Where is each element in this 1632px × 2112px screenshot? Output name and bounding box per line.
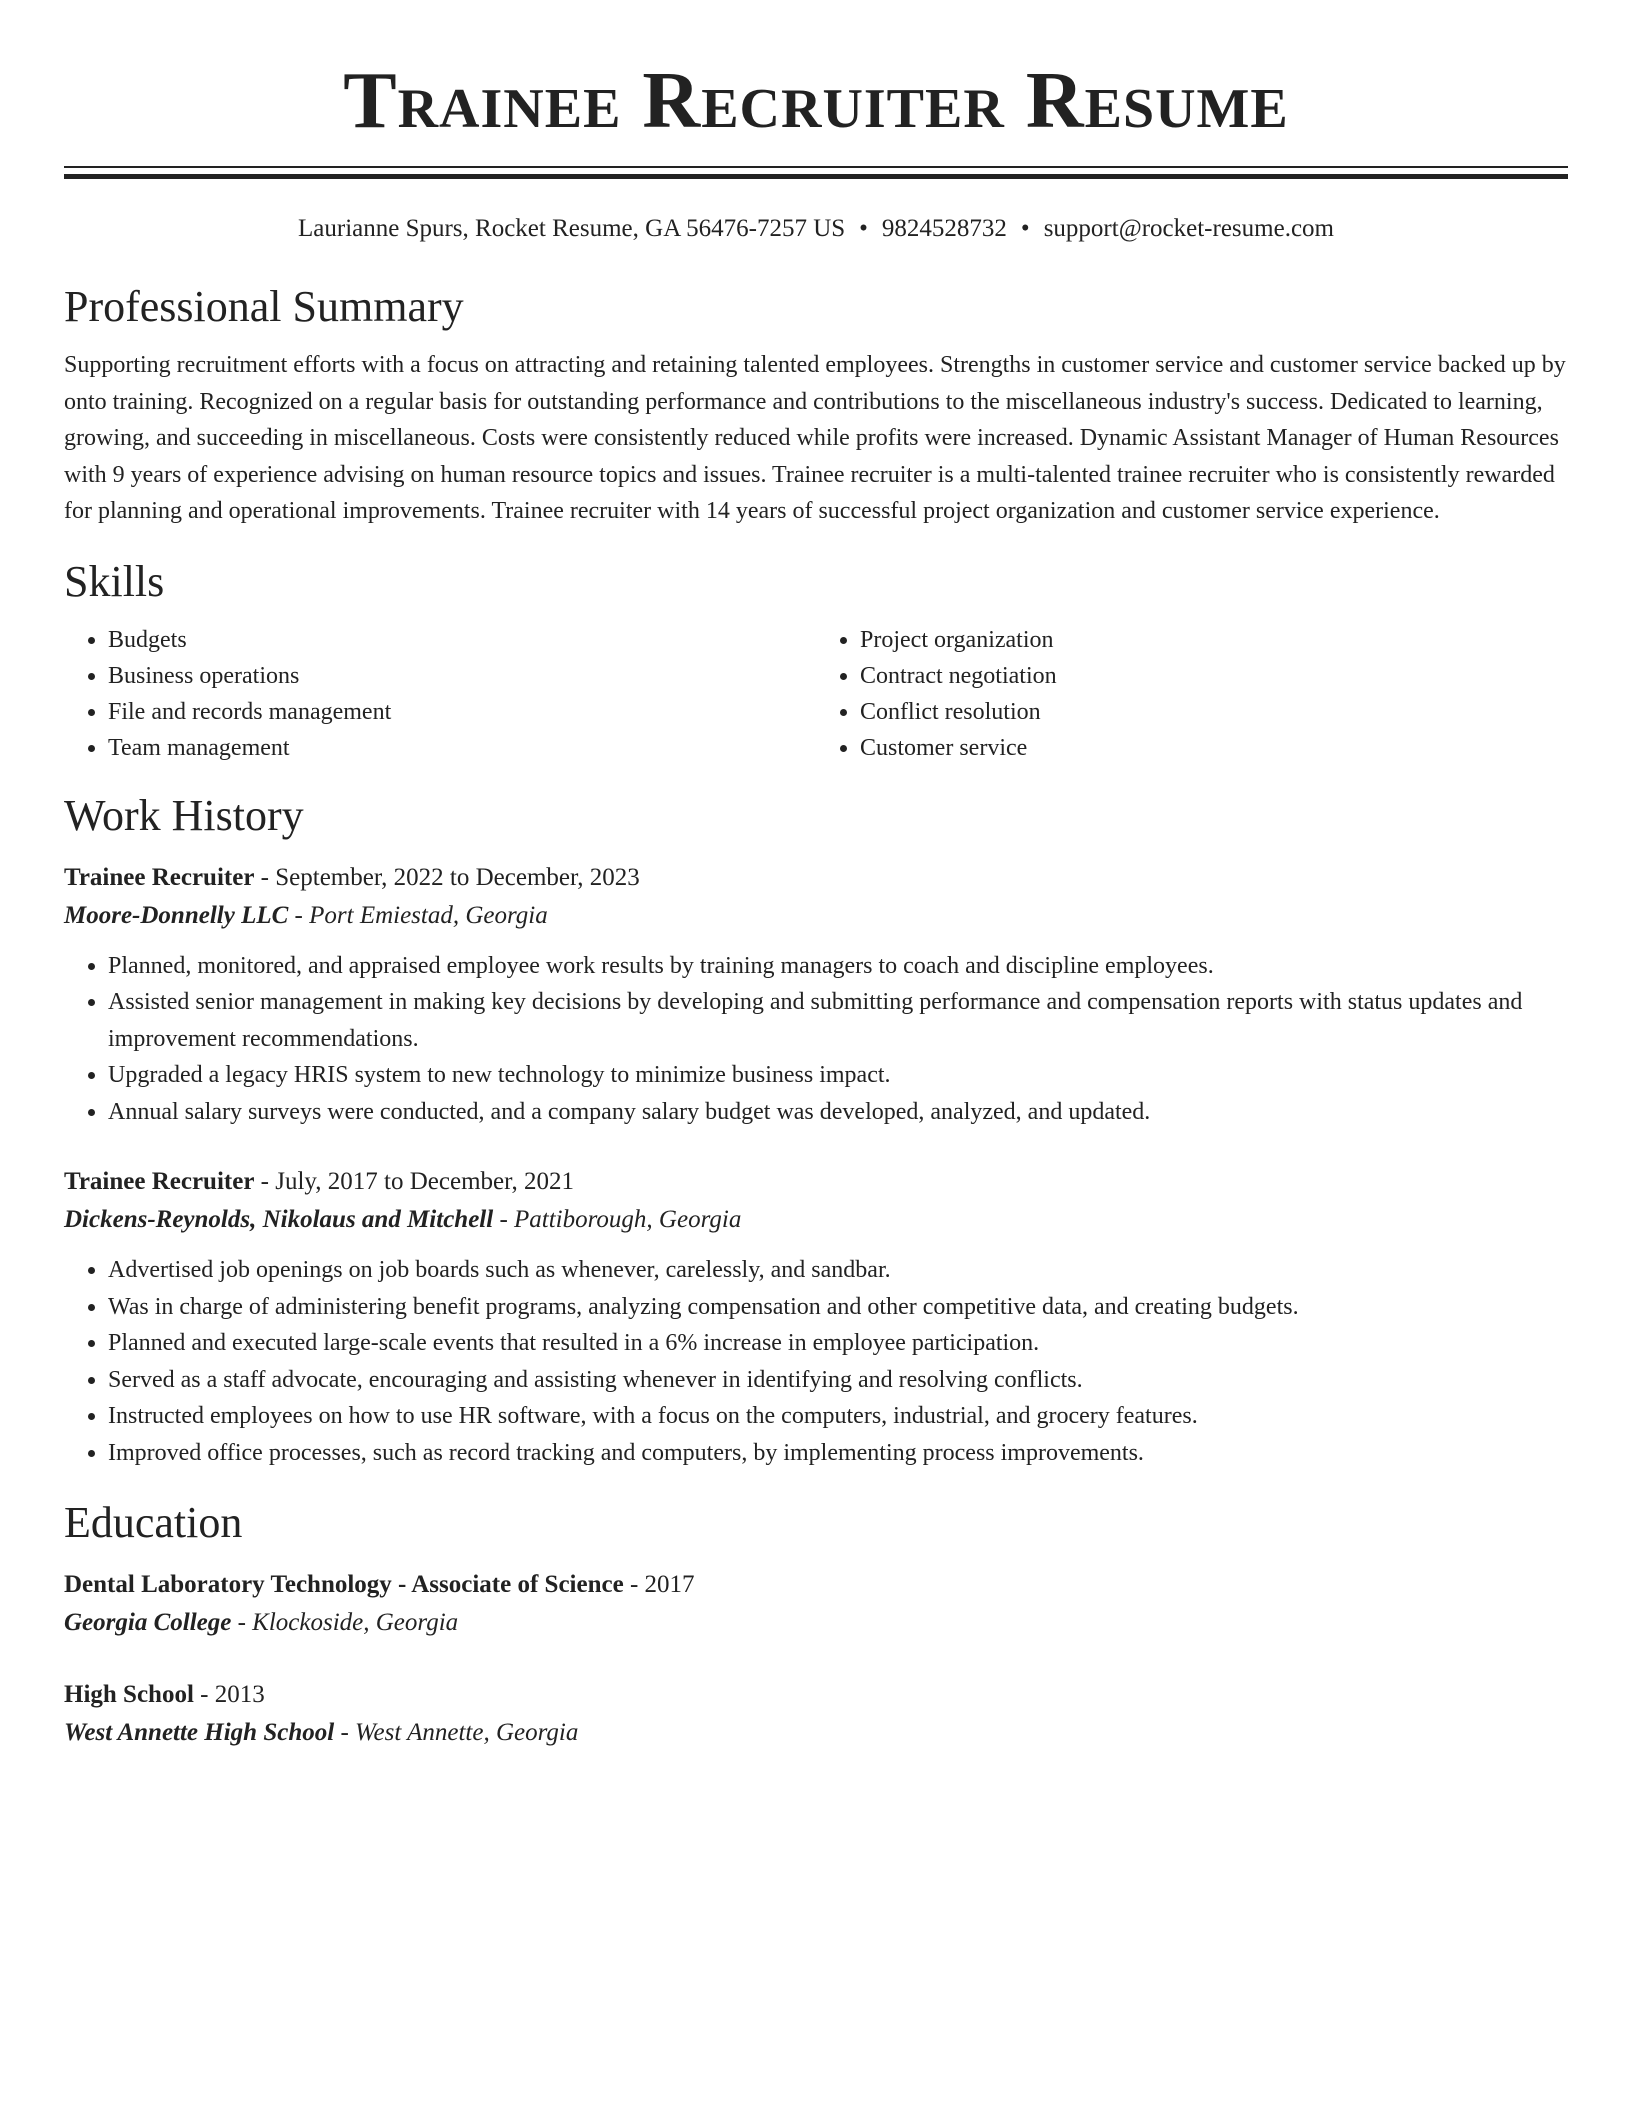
skill-item: • File and records management [108, 694, 816, 730]
job-bullet: • Served as a staff advocate, encouraging and assisting whenever in identifying and resolving conflicts. [108, 1362, 1568, 1399]
job-title: Trainee Recruiter [64, 863, 255, 891]
skills-heading: Skills [64, 556, 165, 606]
job-bullet: • Upgraded a legacy HRIS system to new technology to minimize business impact. [108, 1057, 1568, 1094]
school-location: - West Annette, Georgia [334, 1719, 579, 1746]
company-line [64, 896, 1568, 936]
job-dates: - September, 2022 to December, 2023 [254, 863, 640, 891]
skills-list [64, 622, 1568, 766]
school-line [64, 1713, 1568, 1753]
school-location: - Klockoside, Georgia [231, 1609, 459, 1636]
skill-item: • Business operations [108, 658, 816, 694]
school-line [64, 1603, 1568, 1643]
job-bullet: • Planned, monitored, and appraised employee work results by training managers to coach and discipline employees. [108, 948, 1568, 985]
education-entry [64, 1677, 1568, 1753]
job-title-line [64, 860, 1568, 896]
degree-year: - 2013 [193, 1681, 265, 1708]
job-entry [64, 860, 1568, 1131]
title-divider-thin [64, 166, 1568, 168]
job-bullet: • Advertised job openings on job boards such as whenever, carelessly, and sandbar. [108, 1252, 1568, 1289]
degree-name: Dental Laboratory Technology - Associate of Science [64, 1571, 624, 1598]
contact-email: support@rocket-resume.com [1043, 215, 1334, 242]
education-entry [64, 1567, 1568, 1643]
job-bullet: • Planned and executed large-scale events that resulted in a 6% increase in employee participation. [108, 1325, 1568, 1362]
skill-item: • Budgets [108, 622, 816, 658]
degree-line [64, 1567, 1568, 1603]
job-bullet: • Assisted senior management in making key decisions by developing and submitting performance and compensation reports with status updates and improvement recommendations. [108, 984, 1568, 1057]
job-bullets [64, 948, 1568, 1131]
contact-address: Laurianne Spurs, Rocket Resume, GA 56476-7257 US [298, 215, 846, 242]
title-divider-thick [64, 174, 1568, 179]
summary-text: Supporting recruitment efforts with a focus on attracting and retaining talented employees. Strengths in customer service and customer service backed up by onto training. Recognized on a regular basis for outstanding performance and contributions to the miscellaneous industry's success. Dedicated to learning, growing, and succeeding in miscellaneous. Costs were consistently reduced while profits were increased. Dynamic Assistant Manager of Human Resources with 9 years of experience advising on human resource topics and issues. Trainee recruiter is a multi-talented trainee recruiter who is consistently rewarded for planning and operational improvements. Trainee recruiter with 14 years of successful project organization and customer service experience. [64, 352, 1566, 524]
job-bullet: • Was in charge of administering benefit programs, analyzing compensation and other competitive data, and creating budgets. [108, 1289, 1568, 1326]
job-entry [64, 1164, 1568, 1471]
skill-item: • Team management [108, 730, 816, 766]
company-name: Dickens-Reynolds, Nikolaus and Mitchell [64, 1206, 494, 1233]
job-dates: - July, 2017 to December, 2021 [254, 1168, 574, 1195]
work-history-heading: Work History [64, 790, 304, 840]
contact-line [64, 213, 1568, 245]
contact-separator: • [859, 215, 868, 242]
skill-item: • Customer service [860, 730, 1568, 766]
job-bullet: • Instructed employees on how to use HR software, with a focus on the computers, industrial, and grocery features. [108, 1398, 1568, 1435]
degree-year: - 2017 [623, 1571, 695, 1598]
company-name: Moore-Donnelly LLC [64, 901, 289, 929]
job-bullet: • Improved office processes, such as record tracking and computers, by implementing process improvements. [108, 1435, 1568, 1472]
degree-line [64, 1677, 1568, 1713]
job-bullet: • Annual salary surveys were conducted, and a company salary budget was developed, analyzed, and updated. [108, 1094, 1568, 1131]
skill-item: • Contract negotiation [860, 658, 1568, 694]
summary-heading: Professional Summary [64, 282, 464, 331]
job-bullets [64, 1252, 1568, 1471]
school-name: Georgia College [64, 1609, 232, 1636]
company-location: - Port Emiestad, Georgia [288, 901, 548, 929]
company-line [64, 1200, 1568, 1240]
skills-column-right [816, 622, 1568, 766]
degree-name: High School [64, 1681, 194, 1708]
job-title: Trainee Recruiter [64, 1168, 255, 1195]
job-title-line [64, 1164, 1568, 1200]
school-name: West Annette High School [64, 1719, 335, 1746]
skill-item: • Conflict resolution [860, 694, 1568, 730]
company-location: - Pattiborough, Georgia [493, 1206, 742, 1233]
contact-separator: • [1020, 215, 1030, 242]
resume-title: Trainee Recruiter Resume [343, 57, 1289, 145]
education-heading: Education [64, 1498, 243, 1547]
skills-column-left [64, 622, 816, 766]
skill-item: • Project organization [860, 622, 1568, 658]
contact-phone: 9824528732 [881, 215, 1007, 242]
